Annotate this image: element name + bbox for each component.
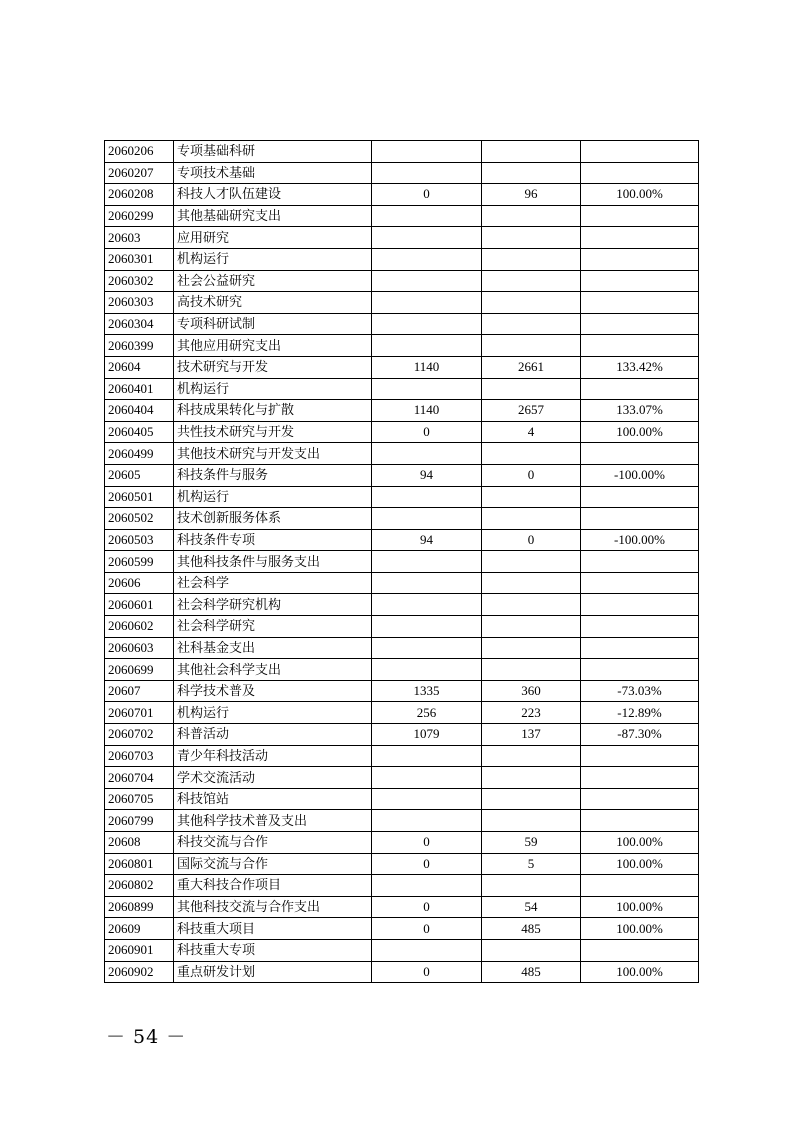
table-row (105, 378, 699, 400)
amount-cell: 0 (372, 832, 482, 854)
amount-cell (482, 227, 581, 249)
code-cell: 2060207 (105, 162, 174, 184)
table-body (105, 141, 699, 983)
code-cell: 2060801 (105, 853, 174, 875)
percent-cell (581, 162, 699, 184)
amount-cell (482, 378, 581, 400)
code-cell: 20606 (105, 572, 174, 594)
amount-cell (482, 335, 581, 357)
table-row (105, 248, 699, 270)
percent-cell: 100.00% (581, 896, 699, 918)
amount-cell: 5 (482, 853, 581, 875)
amount-cell: 2661 (482, 356, 581, 378)
amount-cell (372, 292, 482, 314)
amount-cell (482, 659, 581, 681)
name-cell: 社会科学研究 (174, 616, 372, 638)
amount-cell (372, 572, 482, 594)
name-cell: 共性技术研究与开发 (174, 421, 372, 443)
amount-cell: 1079 (372, 724, 482, 746)
amount-cell: 94 (372, 464, 482, 486)
amount-cell (482, 745, 581, 767)
name-cell: 机构运行 (174, 702, 372, 724)
table-row (105, 464, 699, 486)
name-cell: 科普活动 (174, 724, 372, 746)
code-cell: 2060901 (105, 939, 174, 961)
amount-cell (482, 270, 581, 292)
code-cell: 2060302 (105, 270, 174, 292)
table-row (105, 529, 699, 551)
amount-cell (372, 270, 482, 292)
code-cell: 2060703 (105, 745, 174, 767)
name-cell: 学术交流活动 (174, 767, 372, 789)
table-row (105, 270, 699, 292)
percent-cell (581, 939, 699, 961)
name-cell: 应用研究 (174, 227, 372, 249)
amount-cell: 0 (372, 421, 482, 443)
table-row (105, 788, 699, 810)
amount-cell: 1140 (372, 400, 482, 422)
code-cell: 2060705 (105, 788, 174, 810)
code-cell: 2060602 (105, 616, 174, 638)
name-cell: 其他科学技术普及支出 (174, 810, 372, 832)
percent-cell: 133.07% (581, 400, 699, 422)
name-cell: 专项基础科研 (174, 141, 372, 163)
amount-cell: 0 (372, 184, 482, 206)
table-row (105, 572, 699, 594)
code-cell: 2060601 (105, 594, 174, 616)
amount-cell: 360 (482, 680, 581, 702)
table-row (105, 551, 699, 573)
table-row (105, 918, 699, 940)
amount-cell (372, 313, 482, 335)
code-cell: 2060401 (105, 378, 174, 400)
code-cell: 2060899 (105, 896, 174, 918)
amount-cell: 485 (482, 918, 581, 940)
amount-cell: 54 (482, 896, 581, 918)
percent-cell (581, 875, 699, 897)
amount-cell (482, 767, 581, 789)
percent-cell (581, 248, 699, 270)
table-row (105, 227, 699, 249)
amount-cell (372, 939, 482, 961)
percent-cell: 100.00% (581, 184, 699, 206)
name-cell: 科技成果转化与扩散 (174, 400, 372, 422)
code-cell: 2060902 (105, 961, 174, 983)
table-row (105, 832, 699, 854)
name-cell: 社会科学研究机构 (174, 594, 372, 616)
percent-cell (581, 313, 699, 335)
code-cell: 20608 (105, 832, 174, 854)
name-cell: 社会科学 (174, 572, 372, 594)
table-row (105, 313, 699, 335)
code-cell: 20605 (105, 464, 174, 486)
table-row (105, 508, 699, 530)
table-row (105, 939, 699, 961)
name-cell: 科技交流与合作 (174, 832, 372, 854)
percent-cell: -87.30% (581, 724, 699, 746)
code-cell: 2060702 (105, 724, 174, 746)
percent-cell (581, 335, 699, 357)
code-cell: 2060603 (105, 637, 174, 659)
amount-cell (482, 443, 581, 465)
table-row (105, 680, 699, 702)
percent-cell: 100.00% (581, 918, 699, 940)
code-cell: 20604 (105, 356, 174, 378)
amount-cell (482, 486, 581, 508)
code-cell: 20609 (105, 918, 174, 940)
table-row (105, 616, 699, 638)
code-cell: 2060799 (105, 810, 174, 832)
percent-cell (581, 141, 699, 163)
code-cell: 2060208 (105, 184, 174, 206)
amount-cell: 1140 (372, 356, 482, 378)
amount-cell (372, 616, 482, 638)
name-cell: 社会公益研究 (174, 270, 372, 292)
amount-cell: 4 (482, 421, 581, 443)
amount-cell: 0 (482, 464, 581, 486)
code-cell: 20607 (105, 680, 174, 702)
amount-cell (372, 637, 482, 659)
code-cell: 2060699 (105, 659, 174, 681)
percent-cell (581, 486, 699, 508)
amount-cell (372, 141, 482, 163)
percent-cell: -73.03% (581, 680, 699, 702)
amount-cell (372, 508, 482, 530)
amount-cell (482, 141, 581, 163)
amount-cell (482, 248, 581, 270)
percent-cell (581, 637, 699, 659)
amount-cell (482, 508, 581, 530)
amount-cell (482, 594, 581, 616)
table-row (105, 292, 699, 314)
table-row (105, 810, 699, 832)
amount-cell (372, 875, 482, 897)
code-cell: 2060704 (105, 767, 174, 789)
percent-cell (581, 292, 699, 314)
table-row (105, 443, 699, 465)
amount-cell: 0 (482, 529, 581, 551)
table-row (105, 875, 699, 897)
amount-cell: 137 (482, 724, 581, 746)
amount-cell (372, 335, 482, 357)
table-row (105, 400, 699, 422)
code-cell: 2060599 (105, 551, 174, 573)
name-cell: 科技人才队伍建设 (174, 184, 372, 206)
amount-cell: 0 (372, 896, 482, 918)
percent-cell: -12.89% (581, 702, 699, 724)
name-cell: 重大科技合作项目 (174, 875, 372, 897)
amount-cell: 0 (372, 918, 482, 940)
code-cell: 2060499 (105, 443, 174, 465)
name-cell: 机构运行 (174, 486, 372, 508)
name-cell: 其他技术研究与开发支出 (174, 443, 372, 465)
name-cell: 国际交流与合作 (174, 853, 372, 875)
amount-cell (372, 767, 482, 789)
name-cell: 其他科技条件与服务支出 (174, 551, 372, 573)
code-cell: 2060503 (105, 529, 174, 551)
percent-cell (581, 270, 699, 292)
table-row (105, 486, 699, 508)
percent-cell: -100.00% (581, 529, 699, 551)
amount-cell (372, 162, 482, 184)
table-row (105, 594, 699, 616)
name-cell: 专项科研试制 (174, 313, 372, 335)
amount-cell (482, 292, 581, 314)
table-row (105, 162, 699, 184)
table-row (105, 724, 699, 746)
name-cell: 专项技术基础 (174, 162, 372, 184)
table-row (105, 637, 699, 659)
name-cell: 青少年科技活动 (174, 745, 372, 767)
amount-cell: 94 (372, 529, 482, 551)
name-cell: 科技重大专项 (174, 939, 372, 961)
name-cell: 科技馆站 (174, 788, 372, 810)
code-cell: 2060802 (105, 875, 174, 897)
percent-cell: 100.00% (581, 832, 699, 854)
amount-cell (482, 551, 581, 573)
name-cell: 高技术研究 (174, 292, 372, 314)
amount-cell (372, 745, 482, 767)
amount-cell (372, 551, 482, 573)
name-cell: 重点研发计划 (174, 961, 372, 983)
budget-table (104, 140, 699, 983)
percent-cell (581, 508, 699, 530)
amount-cell (482, 313, 581, 335)
amount-cell (372, 443, 482, 465)
table-row (105, 896, 699, 918)
percent-cell (581, 810, 699, 832)
percent-cell (581, 443, 699, 465)
table-row (105, 702, 699, 724)
percent-cell (581, 551, 699, 573)
code-cell: 2060405 (105, 421, 174, 443)
table-row (105, 961, 699, 983)
table-row (105, 356, 699, 378)
name-cell: 其他应用研究支出 (174, 335, 372, 357)
code-cell: 20603 (105, 227, 174, 249)
table-row (105, 141, 699, 163)
percent-cell (581, 572, 699, 594)
table-row (105, 205, 699, 227)
table-row (105, 767, 699, 789)
amount-cell (482, 572, 581, 594)
name-cell: 机构运行 (174, 248, 372, 270)
percent-cell (581, 788, 699, 810)
page-number: － 54 － (106, 1026, 187, 1048)
amount-cell (482, 637, 581, 659)
code-cell: 2060501 (105, 486, 174, 508)
name-cell: 科技重大项目 (174, 918, 372, 940)
code-cell: 2060206 (105, 141, 174, 163)
amount-cell (372, 788, 482, 810)
amount-cell (372, 486, 482, 508)
amount-cell: 0 (372, 961, 482, 983)
amount-cell (372, 378, 482, 400)
amount-cell (482, 788, 581, 810)
table-row (105, 421, 699, 443)
code-cell: 2060399 (105, 335, 174, 357)
amount-cell: 0 (372, 853, 482, 875)
name-cell: 社科基金支出 (174, 637, 372, 659)
amount-cell (372, 810, 482, 832)
name-cell: 其他社会科学支出 (174, 659, 372, 681)
table-row (105, 184, 699, 206)
percent-cell (581, 378, 699, 400)
code-cell: 2060299 (105, 205, 174, 227)
table-row (105, 335, 699, 357)
amount-cell (372, 594, 482, 616)
name-cell: 技术创新服务体系 (174, 508, 372, 530)
name-cell: 其他科技交流与合作支出 (174, 896, 372, 918)
percent-cell: 100.00% (581, 961, 699, 983)
amount-cell (372, 227, 482, 249)
code-cell: 2060701 (105, 702, 174, 724)
table-row (105, 745, 699, 767)
name-cell: 技术研究与开发 (174, 356, 372, 378)
amount-cell: 1335 (372, 680, 482, 702)
code-cell: 2060301 (105, 248, 174, 270)
amount-cell (372, 205, 482, 227)
amount-cell: 96 (482, 184, 581, 206)
amount-cell (482, 875, 581, 897)
percent-cell: 100.00% (581, 853, 699, 875)
percent-cell (581, 616, 699, 638)
percent-cell (581, 227, 699, 249)
code-cell: 2060304 (105, 313, 174, 335)
amount-cell: 2657 (482, 400, 581, 422)
name-cell: 科学技术普及 (174, 680, 372, 702)
name-cell: 其他基础研究支出 (174, 205, 372, 227)
percent-cell (581, 205, 699, 227)
percent-cell (581, 767, 699, 789)
amount-cell (482, 939, 581, 961)
amount-cell (372, 248, 482, 270)
amount-cell (372, 659, 482, 681)
percent-cell: 133.42% (581, 356, 699, 378)
table-row (105, 853, 699, 875)
amount-cell: 223 (482, 702, 581, 724)
amount-cell: 256 (372, 702, 482, 724)
percent-cell (581, 745, 699, 767)
table-row (105, 659, 699, 681)
percent-cell: 100.00% (581, 421, 699, 443)
amount-cell (482, 162, 581, 184)
name-cell: 科技条件与服务 (174, 464, 372, 486)
name-cell: 机构运行 (174, 378, 372, 400)
percent-cell (581, 594, 699, 616)
percent-cell (581, 659, 699, 681)
amount-cell: 59 (482, 832, 581, 854)
amount-cell (482, 616, 581, 638)
amount-cell: 485 (482, 961, 581, 983)
code-cell: 2060303 (105, 292, 174, 314)
name-cell: 科技条件专项 (174, 529, 372, 551)
code-cell: 2060404 (105, 400, 174, 422)
code-cell: 2060502 (105, 508, 174, 530)
amount-cell (482, 205, 581, 227)
amount-cell (482, 810, 581, 832)
percent-cell: -100.00% (581, 464, 699, 486)
